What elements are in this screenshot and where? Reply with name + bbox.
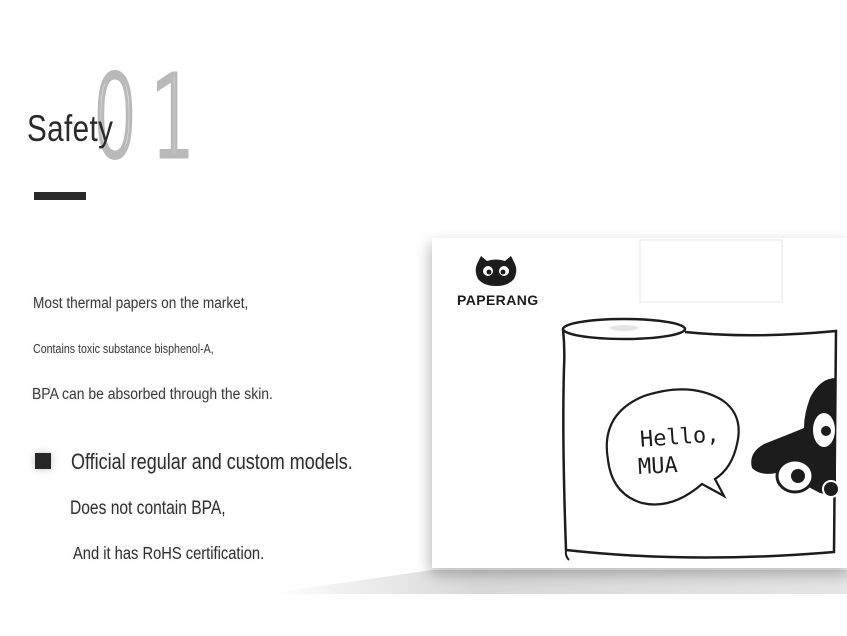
problem-line-2: Contains toxic substance bisphenol-A,: [33, 341, 214, 356]
paper-roll-illustration: [432, 238, 847, 568]
title-underline: [34, 192, 86, 200]
brand-label: PAPERANG: [457, 292, 539, 308]
cat-logo-icon: [476, 256, 517, 286]
highlight-heading: Official regular and custom models.: [71, 449, 353, 474]
highlight-line-2: And it has RoHS certification.: [73, 543, 265, 563]
product-image: [432, 238, 847, 568]
bubble-text-line-2: MUA: [637, 452, 679, 481]
bullet-square-icon: [35, 453, 51, 469]
bubble-text-line-1: Hello,: [639, 422, 721, 453]
section-title: Safety: [27, 108, 114, 149]
peeking-cat-icon: [751, 378, 839, 497]
section-number: 01: [93, 53, 209, 183]
highlight-line-1: Does not contain BPA,: [70, 498, 226, 519]
problem-line-1: Most thermal papers on the market,: [33, 295, 249, 312]
problem-line-3: BPA can be absorbed through the skin.: [32, 386, 273, 403]
